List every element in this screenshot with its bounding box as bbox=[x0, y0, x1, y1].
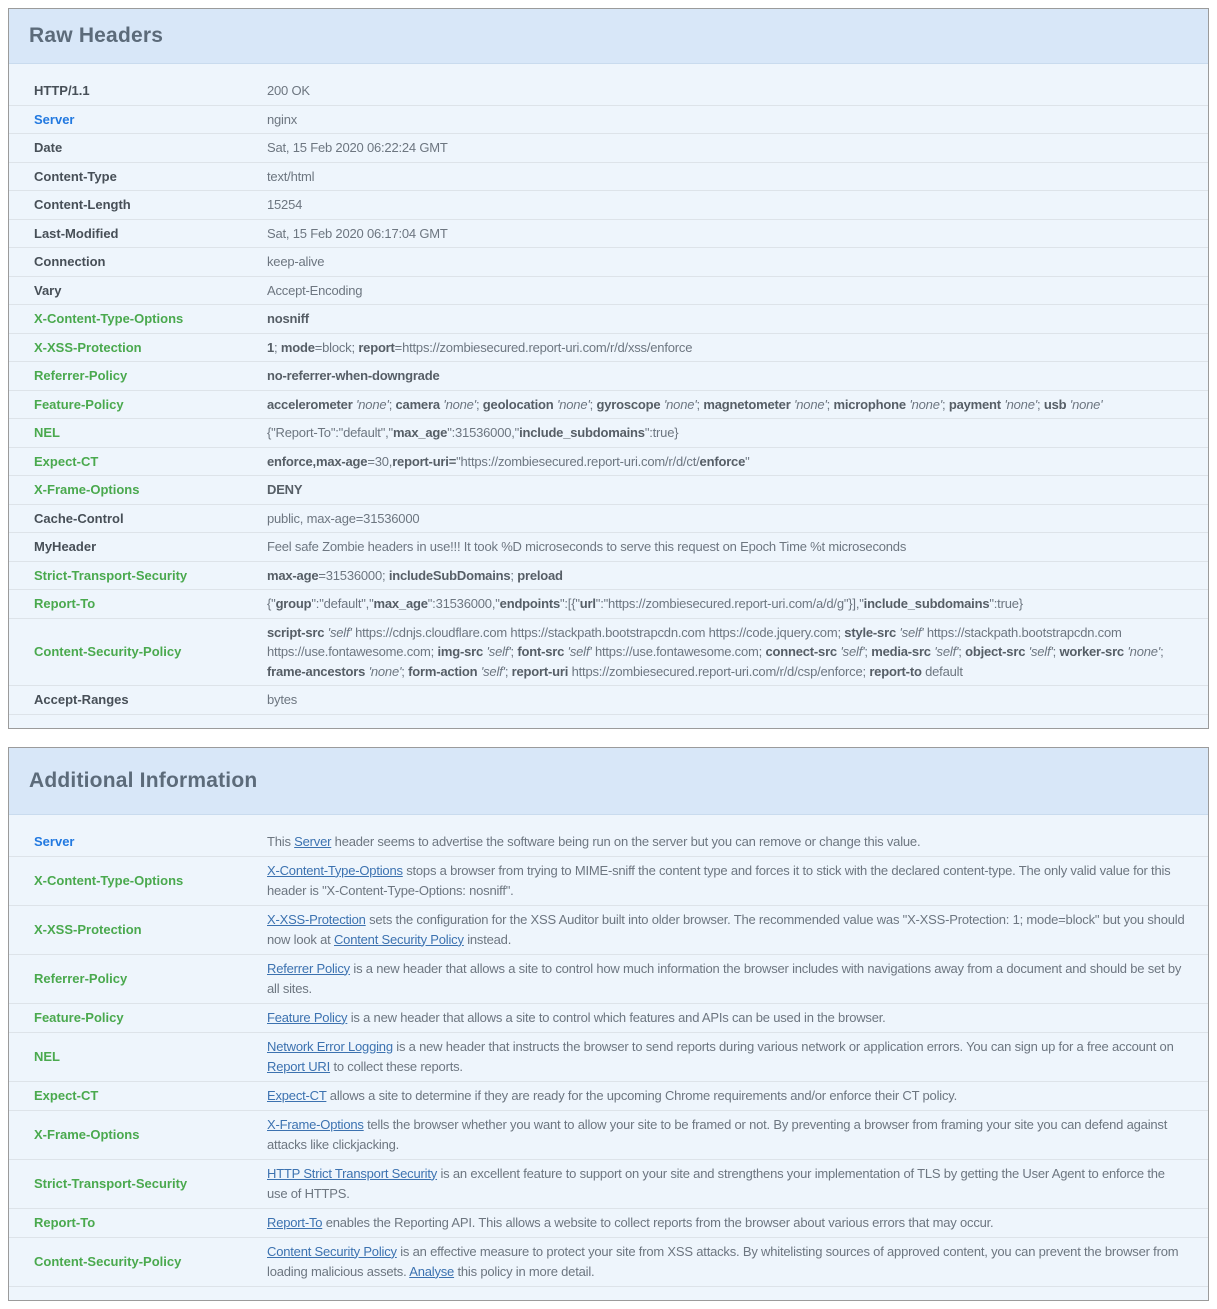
header-value bbox=[267, 138, 1208, 158]
header-row bbox=[9, 533, 1208, 562]
header-row bbox=[9, 334, 1208, 363]
value-text: =block; bbox=[314, 339, 359, 355]
value-keyword: 'self' bbox=[899, 624, 924, 640]
value-text: "https://zombiesecured.report-uri.com/r/d/ct/ bbox=[456, 453, 700, 469]
header-name: Content-Security-Policy bbox=[34, 1254, 182, 1269]
header-row bbox=[9, 590, 1208, 619]
value-directive: report-uri= bbox=[392, 453, 457, 469]
header-name: Cache-Control bbox=[34, 510, 124, 526]
inline-link[interactable]: Report-To bbox=[267, 1214, 323, 1230]
header-name: Feature-Policy bbox=[34, 396, 124, 412]
header-name: Report-To bbox=[34, 1215, 96, 1230]
value-keyword: 'none' bbox=[356, 396, 389, 412]
header-name: Accept-Ranges bbox=[34, 692, 129, 708]
value-text: bytes bbox=[267, 692, 298, 707]
value-directive: script-src bbox=[267, 624, 325, 640]
header-row bbox=[9, 277, 1208, 306]
header-row bbox=[9, 419, 1208, 448]
value-keyword: 'self' bbox=[567, 644, 592, 659]
header-name: Date bbox=[34, 140, 63, 156]
value-text: ; bbox=[510, 644, 518, 659]
value-directive: 1 bbox=[267, 339, 275, 355]
value-text: allows a site to determine if they are ready for the upcoming Chrome requirements and/or enforce their CT policy. bbox=[326, 1087, 958, 1103]
header-name: Strict-Transport-Security bbox=[34, 1176, 188, 1191]
value-directive: camera bbox=[395, 396, 440, 412]
header-row bbox=[9, 505, 1208, 534]
value-directive: connect-src bbox=[765, 644, 837, 659]
header-name[interactable]: Server bbox=[34, 834, 75, 849]
value-text: ; bbox=[401, 663, 409, 679]
header-value bbox=[267, 1086, 1208, 1106]
value-directive: frame-ancestors bbox=[267, 663, 366, 679]
value-keyword: 'none' bbox=[443, 396, 476, 412]
value-directive: nosniff bbox=[267, 311, 309, 326]
header-row bbox=[9, 562, 1208, 591]
header-name: Connection bbox=[34, 254, 106, 270]
header-name: X-Content-Type-Options bbox=[34, 873, 184, 888]
value-text: is a new header that allows a site to control how much information the browser includes with navigations away from a document and should be set by all sites. bbox=[267, 960, 1182, 996]
header-name: Referrer-Policy bbox=[34, 971, 128, 986]
header-row bbox=[9, 619, 1208, 687]
value-text: This bbox=[267, 833, 295, 849]
raw-headers-panel-header bbox=[9, 9, 1208, 64]
value-text: 200 OK bbox=[267, 83, 310, 98]
value-text: ":true} bbox=[644, 425, 679, 440]
header-row bbox=[9, 1111, 1208, 1160]
raw-headers-panel bbox=[8, 8, 1209, 729]
value-directive: max_age bbox=[373, 596, 428, 611]
value-text: ":31536000," bbox=[447, 425, 520, 440]
inline-link[interactable]: Analyse bbox=[409, 1263, 455, 1279]
header-name: X-Content-Type-Options bbox=[34, 311, 184, 327]
value-text: enables the Reporting API. This allows a website to collect reports from the browser about various errors that may occur. bbox=[322, 1214, 994, 1230]
value-text: ; bbox=[388, 396, 396, 412]
header-value bbox=[267, 338, 1208, 358]
inline-link[interactable]: X-Content-Type-Options bbox=[267, 862, 403, 878]
header-name: Content-Type bbox=[34, 168, 117, 184]
header-value bbox=[267, 959, 1208, 999]
value-text: https://zombiesecured.report-uri.com/r/d/csp/enforce; bbox=[568, 663, 870, 679]
header-value bbox=[267, 309, 1208, 329]
header-value bbox=[267, 509, 1208, 529]
value-keyword: 'self' bbox=[934, 644, 959, 659]
header-value bbox=[267, 195, 1208, 215]
value-text: keep-alive bbox=[267, 254, 325, 269]
value-directive: worker-src bbox=[1059, 644, 1124, 659]
header-name: NEL bbox=[34, 425, 60, 441]
value-directive: max_age bbox=[392, 425, 448, 440]
value-text: Sat, 15 Feb 2020 06:17:04 GMT bbox=[267, 225, 448, 241]
value-directive: usb bbox=[1043, 396, 1067, 412]
header-name: X-XSS-Protection bbox=[34, 922, 142, 937]
value-text: ; bbox=[1160, 644, 1164, 659]
value-keyword: 'none' bbox=[909, 396, 943, 412]
value-directive: report-uri bbox=[511, 663, 569, 679]
header-name: Strict-Transport-Security bbox=[34, 567, 188, 583]
value-directive: includeSubDomains bbox=[388, 567, 511, 583]
value-keyword: 'none' bbox=[368, 663, 402, 679]
header-name[interactable]: Server bbox=[34, 111, 75, 127]
value-directive: img-src bbox=[437, 644, 484, 659]
header-value bbox=[267, 395, 1208, 415]
header-value bbox=[267, 452, 1208, 472]
value-keyword: 'none' bbox=[556, 396, 590, 412]
inline-link[interactable]: Server bbox=[294, 833, 332, 849]
header-row bbox=[9, 77, 1208, 106]
value-directive: font-src bbox=[517, 644, 565, 659]
header-value bbox=[267, 1115, 1208, 1155]
header-row bbox=[9, 476, 1208, 505]
header-row bbox=[9, 1209, 1208, 1238]
value-directive: no-referrer-when-downgrade bbox=[267, 368, 440, 383]
value-text: is a new header that instructs the browser to send reports during various network or application errors. You can sign up for a free account on bbox=[392, 1038, 1174, 1054]
value-directive: mode bbox=[280, 339, 315, 355]
header-name: Content-Security-Policy bbox=[34, 644, 182, 660]
value-text: ; bbox=[958, 644, 966, 659]
header-value bbox=[267, 1164, 1208, 1204]
header-value bbox=[267, 1242, 1208, 1282]
header-name: X-Frame-Options bbox=[34, 482, 140, 498]
value-directive: gyroscope bbox=[596, 396, 661, 412]
value-text: is a new header that allows a site to control which features and APIs can be used in the browser. bbox=[347, 1009, 886, 1025]
additional-info-panel bbox=[8, 747, 1209, 1301]
header-row bbox=[9, 1082, 1208, 1111]
header-name: Report-To bbox=[34, 596, 96, 612]
header-value bbox=[267, 252, 1208, 272]
header-name: Vary bbox=[34, 282, 62, 298]
value-keyword: 'none' bbox=[793, 396, 827, 412]
value-text: ; bbox=[696, 396, 704, 412]
value-text: ; bbox=[864, 644, 872, 659]
header-value bbox=[267, 537, 1208, 557]
header-row bbox=[9, 1004, 1208, 1033]
value-text: =30, bbox=[367, 453, 393, 469]
value-text: to collect these reports. bbox=[330, 1058, 463, 1074]
panel-gap bbox=[8, 729, 1209, 747]
value-text: ; bbox=[589, 396, 597, 412]
value-keyword: 'self' bbox=[840, 644, 865, 659]
inline-link[interactable]: Feature Policy bbox=[267, 1009, 348, 1025]
value-directive: microphone bbox=[833, 396, 906, 412]
inline-link[interactable]: X-XSS-Protection bbox=[267, 911, 366, 927]
header-value bbox=[267, 832, 1208, 852]
header-value bbox=[267, 480, 1208, 500]
header-row bbox=[9, 191, 1208, 220]
value-directive: geolocation bbox=[482, 396, 554, 412]
value-text: ; bbox=[274, 339, 281, 355]
inline-link[interactable]: Content Security Policy bbox=[267, 1243, 397, 1259]
value-directive: magnetometer bbox=[703, 396, 791, 412]
value-directive: style-src bbox=[844, 624, 896, 640]
header-row bbox=[9, 686, 1208, 715]
inline-link[interactable]: Referrer Policy bbox=[267, 960, 350, 976]
value-keyword: 'none' bbox=[1127, 644, 1161, 659]
header-name: X-Frame-Options bbox=[34, 1127, 140, 1142]
value-text: ; bbox=[1037, 396, 1044, 412]
header-row bbox=[9, 828, 1208, 857]
header-value bbox=[267, 81, 1208, 101]
value-text: sets the configuration for the XSS Auditor built into older browser. The recommended value was "X-XSS-Protection: 1; mode=block" but you should now look at bbox=[267, 911, 1185, 947]
header-name: Feature-Policy bbox=[34, 1010, 124, 1025]
value-keyword: 'self' bbox=[486, 644, 511, 659]
value-text: {" bbox=[267, 596, 276, 611]
header-row bbox=[9, 220, 1208, 249]
header-value bbox=[267, 594, 1208, 614]
value-directive: accelerometer bbox=[267, 396, 353, 412]
value-keyword: 'self' bbox=[1028, 644, 1053, 659]
value-text: default bbox=[921, 663, 963, 679]
header-value bbox=[267, 910, 1208, 950]
additional-info-panel-header bbox=[9, 748, 1208, 815]
header-value bbox=[267, 167, 1208, 187]
value-text: instead. bbox=[463, 931, 512, 947]
value-text: tells the browser whether you want to allow your site to be framed or not. By preventing a browser from framing your site you can defend against attacks like clickjacking. bbox=[267, 1116, 1168, 1152]
header-row bbox=[9, 305, 1208, 334]
value-text: ":31536000," bbox=[427, 596, 500, 611]
value-directive: url bbox=[579, 596, 596, 611]
value-text: public, max-age=31536000 bbox=[267, 510, 420, 526]
value-text: Accept-Encoding bbox=[267, 282, 363, 298]
value-directive: report-to bbox=[869, 663, 922, 679]
value-text: text/html bbox=[267, 168, 315, 184]
value-text: ":"https://zombiesecured.report-uri.com/a/d/g"}]," bbox=[595, 596, 864, 611]
value-text: https://use.fontawesome.com; bbox=[591, 644, 766, 659]
value-text: Sat, 15 Feb 2020 06:22:24 GMT bbox=[267, 140, 448, 155]
header-row bbox=[9, 362, 1208, 391]
value-text: ; bbox=[510, 567, 518, 583]
value-text: ; bbox=[1052, 644, 1060, 659]
value-directive: object-src bbox=[965, 644, 1026, 659]
header-value bbox=[267, 224, 1208, 244]
header-value bbox=[267, 110, 1208, 130]
value-text: =31536000; bbox=[318, 567, 389, 583]
header-row bbox=[9, 1238, 1208, 1287]
header-row bbox=[9, 391, 1208, 420]
value-text: ; bbox=[475, 396, 483, 412]
header-value bbox=[267, 566, 1208, 586]
value-text: ; bbox=[504, 663, 512, 679]
value-text: ":true} bbox=[989, 596, 1023, 611]
header-value bbox=[267, 861, 1208, 901]
value-text: {"Report-To":"default"," bbox=[267, 425, 393, 440]
header-row bbox=[9, 163, 1208, 192]
header-value bbox=[267, 366, 1208, 386]
header-value bbox=[267, 281, 1208, 301]
value-text: stops a browser from trying to MIME-sniff the content type and forces it to stick with the declared content-type. The only valid value for this header is "X-Content-Type-Options: nosniff". bbox=[267, 862, 1171, 898]
value-keyword: 'none' bbox=[1069, 396, 1103, 412]
header-name: X-XSS-Protection bbox=[34, 339, 142, 355]
value-text: nginx bbox=[267, 111, 298, 127]
value-keyword: 'self' bbox=[480, 663, 505, 679]
value-directive: max-age bbox=[267, 567, 319, 583]
value-text: header seems to advertise the software being run on the server but you can remove or change this value. bbox=[331, 833, 921, 849]
value-directive: include_subdomains bbox=[519, 425, 645, 440]
value-text: is an excellent feature to support on your site and strengthens your implementation of TLS by getting the User Agent to enforce the use of HTTPS. bbox=[267, 1165, 1165, 1201]
value-directive: form-action bbox=[408, 663, 478, 679]
raw-headers-title: Raw Headers bbox=[29, 24, 164, 47]
header-name: MyHeader bbox=[34, 539, 97, 555]
value-text: 15254 bbox=[267, 197, 303, 212]
value-text: ; bbox=[826, 396, 834, 412]
value-directive: report bbox=[358, 339, 395, 355]
inline-link[interactable]: Expect-CT bbox=[267, 1087, 327, 1103]
value-directive: group bbox=[275, 596, 312, 611]
value-directive: payment bbox=[948, 396, 1001, 412]
value-text: =https://zombiesecured.report-uri.com/r/d/xss/enforce bbox=[394, 339, 693, 355]
header-name: Content-Length bbox=[34, 197, 131, 213]
value-text: " bbox=[745, 453, 750, 469]
value-text: this policy in more detail. bbox=[454, 1263, 595, 1279]
inline-link[interactable]: HTTP Strict Transport Security bbox=[267, 1165, 438, 1181]
value-text: ":[{" bbox=[559, 596, 580, 611]
value-text: ; bbox=[942, 396, 949, 412]
header-value bbox=[267, 1008, 1208, 1028]
inline-link[interactable]: X-Frame-Options bbox=[267, 1116, 364, 1132]
header-row bbox=[9, 134, 1208, 163]
value-directive: preload bbox=[517, 567, 563, 583]
additional-info-title: Additional Information bbox=[29, 768, 258, 792]
header-name: Last-Modified bbox=[34, 225, 119, 241]
header-value bbox=[267, 1213, 1208, 1233]
value-text: Feel safe Zombie headers in use!!! It took %D microseconds to serve this request on Epoch Time %t microseconds bbox=[267, 539, 907, 554]
header-value bbox=[267, 623, 1208, 682]
value-directive: DENY bbox=[267, 482, 303, 497]
header-value bbox=[267, 423, 1208, 443]
header-row bbox=[9, 248, 1208, 277]
value-directive: media-src bbox=[871, 644, 931, 659]
additional-info-table bbox=[9, 815, 1208, 1300]
header-name: Expect-CT bbox=[34, 453, 99, 469]
value-text: https://stackpath.bootstrapcdn.com https://use.fontawesome.com; bbox=[267, 624, 1122, 659]
value-directive: enforce bbox=[699, 453, 746, 469]
value-keyword: 'none' bbox=[663, 396, 697, 412]
inline-link[interactable]: Network Error Logging bbox=[267, 1038, 393, 1054]
value-keyword: 'none' bbox=[1004, 396, 1038, 412]
value-directive: endpoints bbox=[499, 596, 560, 611]
header-name: Referrer-Policy bbox=[34, 368, 128, 384]
inline-link[interactable]: Content Security Policy bbox=[333, 931, 464, 947]
header-value bbox=[267, 690, 1208, 710]
header-row bbox=[9, 106, 1208, 135]
header-row bbox=[9, 1033, 1208, 1082]
header-value bbox=[267, 1037, 1208, 1077]
value-directive: enforce,max-age bbox=[267, 453, 368, 469]
header-name: NEL bbox=[34, 1049, 60, 1064]
header-row bbox=[9, 448, 1208, 477]
header-name: Expect-CT bbox=[34, 1088, 99, 1103]
header-row bbox=[9, 906, 1208, 955]
header-row bbox=[9, 1160, 1208, 1209]
header-row bbox=[9, 955, 1208, 1004]
value-text: https://cdnjs.cloudflare.com https://stackpath.bootstrapcdn.com https://code.jquery.com; bbox=[351, 624, 845, 640]
value-text: ":"default"," bbox=[311, 596, 374, 611]
value-keyword: 'self' bbox=[327, 624, 352, 640]
inline-link[interactable]: Report URI bbox=[267, 1058, 331, 1074]
value-text: is an effective measure to protect your site from XSS attacks. By whitelisting sources of approved content, you can prevent the browser from loading malicious assets. bbox=[267, 1243, 1179, 1279]
raw-headers-table bbox=[9, 64, 1208, 728]
header-name: HTTP/1.1 bbox=[34, 83, 90, 99]
value-directive: include_subdomains bbox=[863, 596, 990, 611]
header-row bbox=[9, 857, 1208, 906]
